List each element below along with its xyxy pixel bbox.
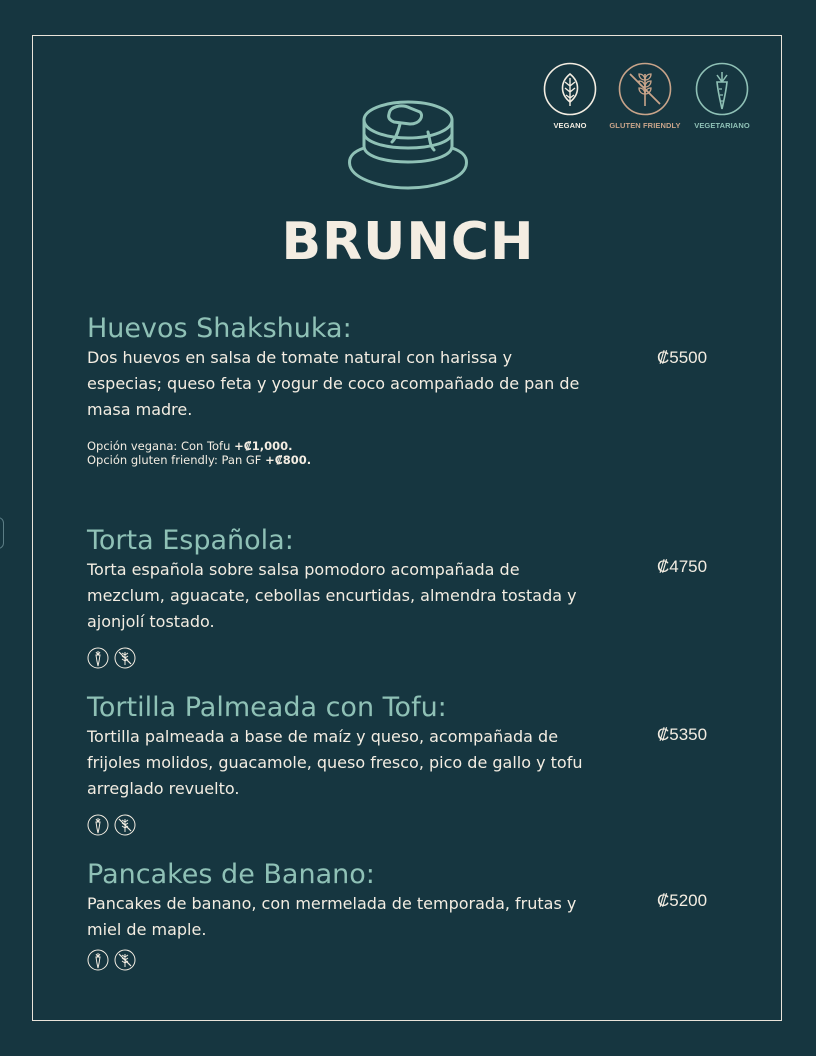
- legend-vegano: [532, 62, 608, 130]
- item-description: Pancakes de banano, con mermelada de temporada, frutas y miel de maple.: [87, 894, 577, 939]
- option-vegan: Opción vegana: Con Tofu +₡1,000.: [87, 439, 293, 453]
- item-description: Tortilla palmeada a base de maíz y queso, acompañada de frijoles molidos, guacamole, queso fresco, pico de gallo y tofu arreglado revuelto.: [87, 727, 583, 798]
- item-description: Dos huevos en salsa de tomate natural con harissa y especias; queso feta y yogur de coco acompañado de pan de masa madre.: [87, 348, 580, 419]
- item-price: ₡5500: [657, 348, 708, 367]
- pancake-stack-icon: [344, 98, 472, 206]
- legend-gluten-friendly: [607, 62, 683, 130]
- item-name: Huevos Shakshuka:: [87, 313, 352, 344]
- item-name: Tortilla Palmeada con Tofu:: [87, 692, 447, 723]
- wheat-crossed-icon: [114, 814, 136, 836]
- legend-label-vegetariano: VEGETARIANO: [694, 121, 750, 130]
- item-price: ₡5200: [657, 891, 708, 910]
- leaf-icon: [543, 62, 597, 116]
- menu-item: [87, 525, 727, 671]
- carrot-icon: [87, 949, 109, 971]
- diet-badges: [87, 949, 727, 973]
- diet-badges: [87, 814, 727, 838]
- carrot-icon: [695, 62, 749, 116]
- legend-label-gluten-friendly: GLUTEN FRIENDLY: [609, 121, 681, 130]
- wheat-crossed-icon: [618, 62, 672, 116]
- legend-label-vegano: VEGANO: [553, 121, 587, 130]
- diet-legend: [540, 62, 760, 142]
- menu-item: [87, 692, 727, 838]
- legend-vegetariano: [684, 62, 760, 130]
- page-title: BRUNCH: [281, 212, 535, 272]
- item-description: Torta española sobre salsa pomodoro acompañada de mezclum, aguacate, cebollas encurtidas, almendra tostada y ajonjolí tostado.: [87, 560, 577, 631]
- wheat-crossed-icon: [114, 949, 136, 971]
- carrot-icon: [87, 647, 109, 669]
- item-options: [87, 439, 727, 467]
- wheat-crossed-icon: [114, 647, 136, 669]
- option-gluten-friendly: Opción gluten friendly: Pan GF +₡800.: [87, 453, 312, 467]
- item-price: ₡5350: [657, 725, 708, 744]
- menu-item: [87, 859, 727, 973]
- diet-badges: [87, 647, 727, 671]
- page-edge-notch: [0, 517, 4, 549]
- menu-item: [87, 313, 727, 467]
- item-name: Torta Española:: [87, 525, 294, 556]
- carrot-icon: [87, 814, 109, 836]
- item-price: ₡4750: [657, 557, 708, 576]
- item-name: Pancakes de Banano:: [87, 859, 375, 890]
